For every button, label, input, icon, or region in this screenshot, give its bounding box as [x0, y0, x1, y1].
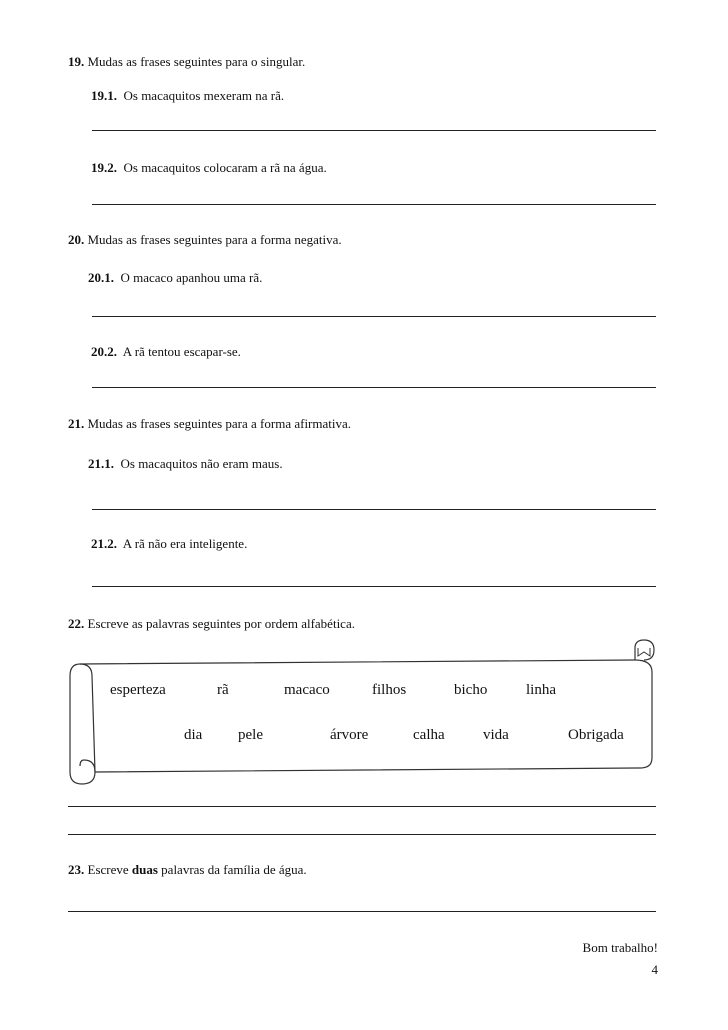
closing-text: Bom trabalho! [582, 940, 658, 955]
q21-1-text: Os macaquitos não eram maus. [120, 456, 283, 471]
q21-number: 21. [68, 416, 85, 431]
q20-2-number: 20.2. [91, 344, 117, 359]
word-obrigada: Obrigada [568, 727, 624, 743]
q19-2-number: 19.2. [91, 160, 117, 175]
word-linha: linha [526, 682, 556, 698]
q20-1-text: O macaco apanhou uma rã. [120, 270, 263, 285]
q20-text: Mudas as frases seguintes para a forma negativa. [87, 232, 342, 247]
q19-1-number: 19.1. [91, 88, 117, 103]
answer-line-22-a[interactable] [68, 806, 656, 807]
word-pele: pele [238, 727, 263, 743]
q19-text: Mudas as frases seguintes para o singular. [87, 54, 306, 69]
word-ra: rã [217, 682, 229, 698]
answer-line-23[interactable] [68, 911, 656, 912]
q20-2-text: A rã tentou escapar-se. [122, 344, 241, 359]
q22-text: Escreve as palavras seguintes por ordem alfabética. [87, 616, 355, 631]
word-macaco: macaco [284, 682, 330, 698]
q19-number: 19. [68, 54, 85, 69]
answer-line-22-b[interactable] [68, 834, 656, 835]
word-bicho: bicho [454, 682, 488, 698]
q19-1-text: Os macaquitos mexeram na rã. [123, 88, 285, 103]
q21-2-number: 21.2. [91, 536, 117, 551]
q23-prompt [68, 862, 307, 878]
q23-number: 23. [68, 862, 85, 877]
q23-text-bold: duas [131, 862, 158, 877]
q21-2-text: A rã não era inteligente. [122, 536, 248, 551]
q22-number: 22. [68, 616, 85, 631]
q23-text-pre: Escreve [87, 862, 129, 877]
word-calha: calha [413, 727, 445, 743]
q20-number: 20. [68, 232, 85, 247]
page-number: 4 [651, 962, 658, 977]
word-filhos: filhos [372, 682, 407, 698]
q20-1-number: 20.1. [88, 270, 114, 285]
q19-2-text: Os macaquitos colocaram a rã na água. [123, 160, 327, 175]
q23-text-post: palavras da família de água. [161, 862, 307, 877]
q21-1-number: 21.1. [88, 456, 114, 471]
word-arvore: árvore [330, 727, 369, 743]
word-esperteza: esperteza [110, 682, 166, 698]
word-vida: vida [483, 727, 509, 743]
q21-text: Mudas as frases seguintes para a forma afirmativa. [87, 416, 352, 431]
word-dia: dia [184, 727, 203, 743]
